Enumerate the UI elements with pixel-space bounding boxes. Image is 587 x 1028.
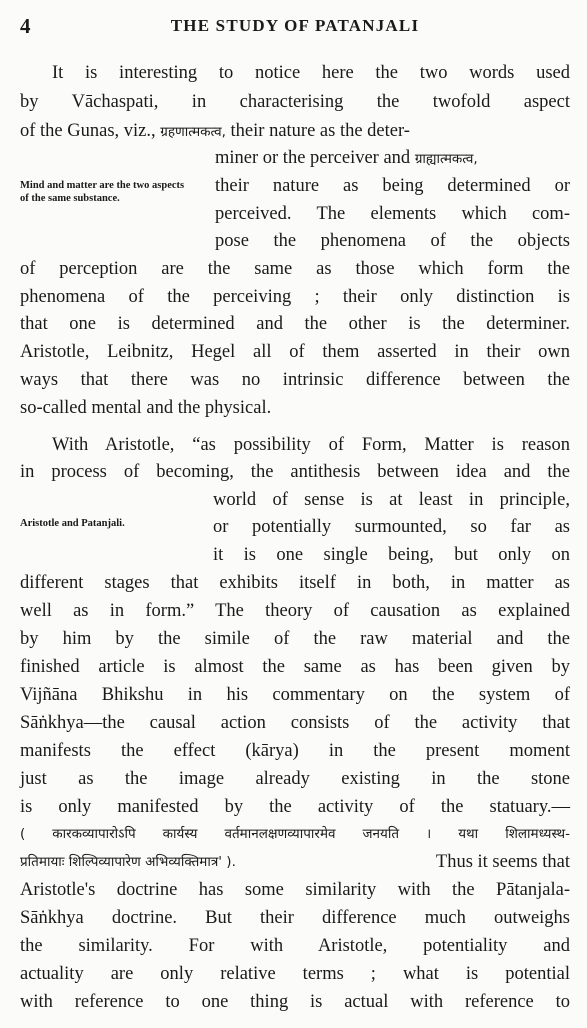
text-line: actuality are only relative terms ; what is potential (20, 964, 570, 984)
text-line: by him by the simile of the raw material and the (20, 629, 570, 649)
text-line: by Vāchaspati, in characterising the twofold aspect (20, 92, 570, 112)
text-line: the similarity. For with Aristotle, potentiality and (20, 936, 570, 956)
text-line: just as the image already existing in the stone (20, 769, 570, 789)
text-line: so-called mental and the physical. (20, 398, 272, 418)
text-line: pose the phenomena of the objects (215, 231, 570, 251)
sanskrit-term: ग्रहणात्मकत्व, (160, 124, 226, 140)
page-number: 4 (20, 14, 31, 38)
text-line: that one is determined and the other is the determiner. (20, 314, 570, 334)
margin-note-aristotle: Aristotle and Patanjali. (20, 518, 125, 529)
text-line: phenomena of the perceiving ; their only distinction is (20, 287, 570, 307)
text-line: manifests the effect (kārya) in the present moment (20, 741, 570, 761)
text-line: their nature as being determined or (215, 176, 570, 196)
text-line (215, 146, 570, 170)
text-line: is only manifested by the activity of the statuary.— (20, 797, 570, 817)
text-span: Thus it seems that (435, 852, 570, 872)
text-line: or potentially surmounted, so far as (213, 517, 570, 537)
margin-note-mind-matter: Mind and matter are the two aspects of the same substance. (20, 180, 185, 204)
text-span: of the Gunas, viz., (20, 121, 156, 141)
text-line: finished article is almost the same as has been given by (20, 657, 570, 677)
text-line: different stages that exhibits itself in both, in matter as (20, 573, 570, 593)
text-line: Aristotle, Leibnitz, Hegel all of them asserted in their own (20, 342, 570, 362)
text-span: their nature as the deter- (230, 121, 410, 141)
sanskrit-quote-line: ( कारकव्यापारोऽपि कार्यस्य वर्तमानलक्षणव्यापारमेव जनयति । यथा शिलामध्यस्थ- (20, 826, 570, 842)
page-header (20, 12, 570, 42)
sanskrit-term: ग्राह्यात्मकत्व, (414, 151, 478, 167)
text-line: perceived. The elements which com- (215, 204, 570, 224)
text-line: ways that there was no intrinsic difference between the (20, 370, 570, 390)
text-line: in process of becoming, the antithesis between idea and the (20, 462, 570, 482)
text-line (20, 119, 570, 143)
running-head: THE STUDY OF PATANJALI (170, 16, 420, 35)
text-line: Aristotle's doctrine has some similarity with the Pātanjala- (20, 880, 570, 900)
text-line: with reference to one thing is actual with reference to (20, 992, 570, 1012)
text-line (20, 850, 570, 874)
text-line: of perception are the same as those which form the (20, 259, 570, 279)
text-span: miner or the perceiver and (215, 148, 411, 168)
text-line: With Aristotle, “as possibility of Form, Matter is reason (52, 435, 570, 455)
text-line: Vijñāna Bhikshu in his commentary on the system of (20, 685, 570, 705)
text-line: well as in form.” The theory of causation as explained (20, 601, 570, 621)
text-line: Sāṅkhya—the causal action consists of the activity that (20, 713, 570, 733)
text-line: world of sense is at least in principle, (213, 490, 570, 510)
sanskrit-quote-end: प्रतिमायाः शिल्पिव्यापारेण अभिव्यक्तिमात्र' ). (20, 854, 236, 870)
text-line: It is interesting to notice here the two words used (52, 63, 570, 83)
text-line: Sāṅkhya doctrine. But their difference much outweighs (20, 908, 570, 928)
text-line: it is one single being, but only on (213, 545, 570, 565)
